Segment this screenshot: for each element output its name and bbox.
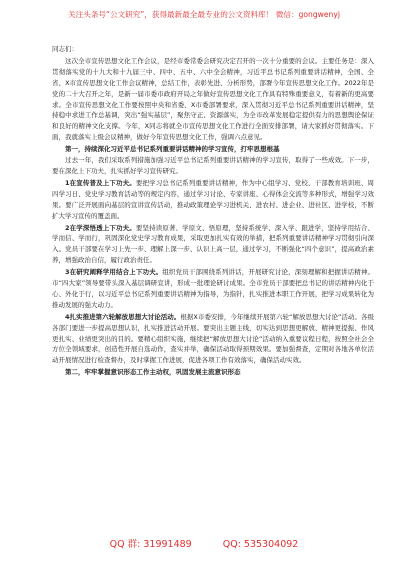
section-heading: 第一，持续深化习近平总书记系列重要讲话精神的学习宣传，打牢思想根基 (65, 145, 280, 154)
paragraph (52, 267, 374, 311)
salutation: 同志们： (52, 45, 78, 53)
paragraph-text: 要坚持读原著、学原文、悟原理，坚持系统学、深入学、跟进学，坚持学用结合、学而信、学而行，巩固深化党史学习教育成果，采取更加扎实有效的举措，把系列重要讲话精神学习贯彻引向深入。党员干部要在学习上先一步、理解上深一步、认识上高一层，通过学习，不断强化“四个意识”，提高政治素养，增强政治自信，履行政治责任。 (52, 223, 375, 265)
section-heading: 第二，牢牢掌握意识形态工作主动权，巩固发展主流意识形态 (65, 368, 241, 377)
contact-footer (0, 536, 408, 550)
paragraph (52, 155, 374, 177)
intro-paragraph: 这次全市宣传思想文化工作会议，是经市委常委会研究决定召开的一次十分重要的会议。主要任务是：深入贯彻落实党的十九大和十九届三中、四中、五中、六中全会精神，习近平总书记系列重要讲话精神，全国、全省、X市宣传思想文化工作会议精神，总结工作，表彰先进、分析形势，部署今年宣传思想文化工作。2022年是党的二十大召开之年，是新一届市委市政府开局之年做好宣传思想文化工作具有特殊重要意义，有着新的更高要求。全市宣传思想文化工作要按照中央和省委、X市委部署要求，深入贯彻习近平总书记系列重要讲话精神，坚持稳中求进工作总基调，突出“强实基层”，聚焦守正、资源落实，为全市改革发展稳定提供有力的思想舆论保证和良好的精神文化支撑。今年，X同志将就全市宣传思想文化工作进行全面安排部署，请大家抓好贯彻落实。下面，我就落实上级会议精神，做好今年宣传思想文化工作，强调六点意见。 (52, 56, 374, 142)
document-body (52, 44, 374, 378)
paragraph-text: 过去一年，我们采取系列措施加强习近平总书记系列重要讲话精神的学习宣传，取得了一些成效。下一步，要在深化上下功夫，扎实抓好学习宣传研究。 (52, 156, 374, 175)
paragraph (52, 223, 374, 267)
paragraph-text: 组织党员干部围绕系列讲话，开展研究讨论，深刻理解和把握讲话精神。市“四大家”领导要带头深入基层调研宣讲，形成一批理论研讨成果。全市党员干部要把总书记的讲话精神内化于心、外化于行，以习近平总书记系列重要讲话精神为指导，为指针，扎实推进本职工作开展，把学习成果转化为推动发展的强大动力。 (52, 268, 374, 309)
paragraph-lead: 3在研究阐释学用结合上下功夫。 (65, 268, 163, 277)
paragraph-text: 根据X市委安排，今年继续开展第六轮“解放思想大讨论”活动。各级各部门要进一步提高思想认识，扎实推进活动开展。要突出主题主线，切实达到思想更解放、精神更提振、作风更扎实、业绩更突出的目的。要精心组织实施，继续把“解放思想大讨论”活动纳入重要议程日程，按照全社会全方位全领域要求，创造性开展自选动作，查实并举，确保活动取得预期效果。要加强督查，定期对各地各单位活动开展情况进行检查督办，及时掌握工作进展，促进各项工作有效落实，确保活动实效。 (52, 312, 374, 365)
paragraph-text: 要把学习总书记系列重要讲话精神，作为中心组学习、党校、干部教育培训班、周四学习日、党史学习教育活动等的规定内容，通过学习讨论、专家讲座、心得体会交流等多种形式，增强学习效果。要广泛开展面向基层的宣讲宣传活动，推动政策理论学习进机关、进农村、进企业、进社区、进学校，不断扩大学习宣传的覆盖面。 (52, 178, 375, 220)
paragraph (52, 312, 374, 367)
paragraph-lead: 4扎实推进第六轮解放思想大讨论活动。 (65, 312, 181, 321)
promo-banner: 关注头条号“公文研究”，获得最新最全最专业的公文资料库！ 微信：gongwenyj (68, 10, 340, 19)
qq-number-text: QQ: 535304092 (222, 539, 299, 550)
paragraph-lead: 2在学深悟透上下功夫。 (65, 223, 136, 232)
qq-group-text: QQ 群: 31991489 (109, 539, 192, 550)
paragraph-lead: 1在宣传普及上下功夫。 (65, 178, 136, 187)
paragraph (52, 178, 374, 222)
